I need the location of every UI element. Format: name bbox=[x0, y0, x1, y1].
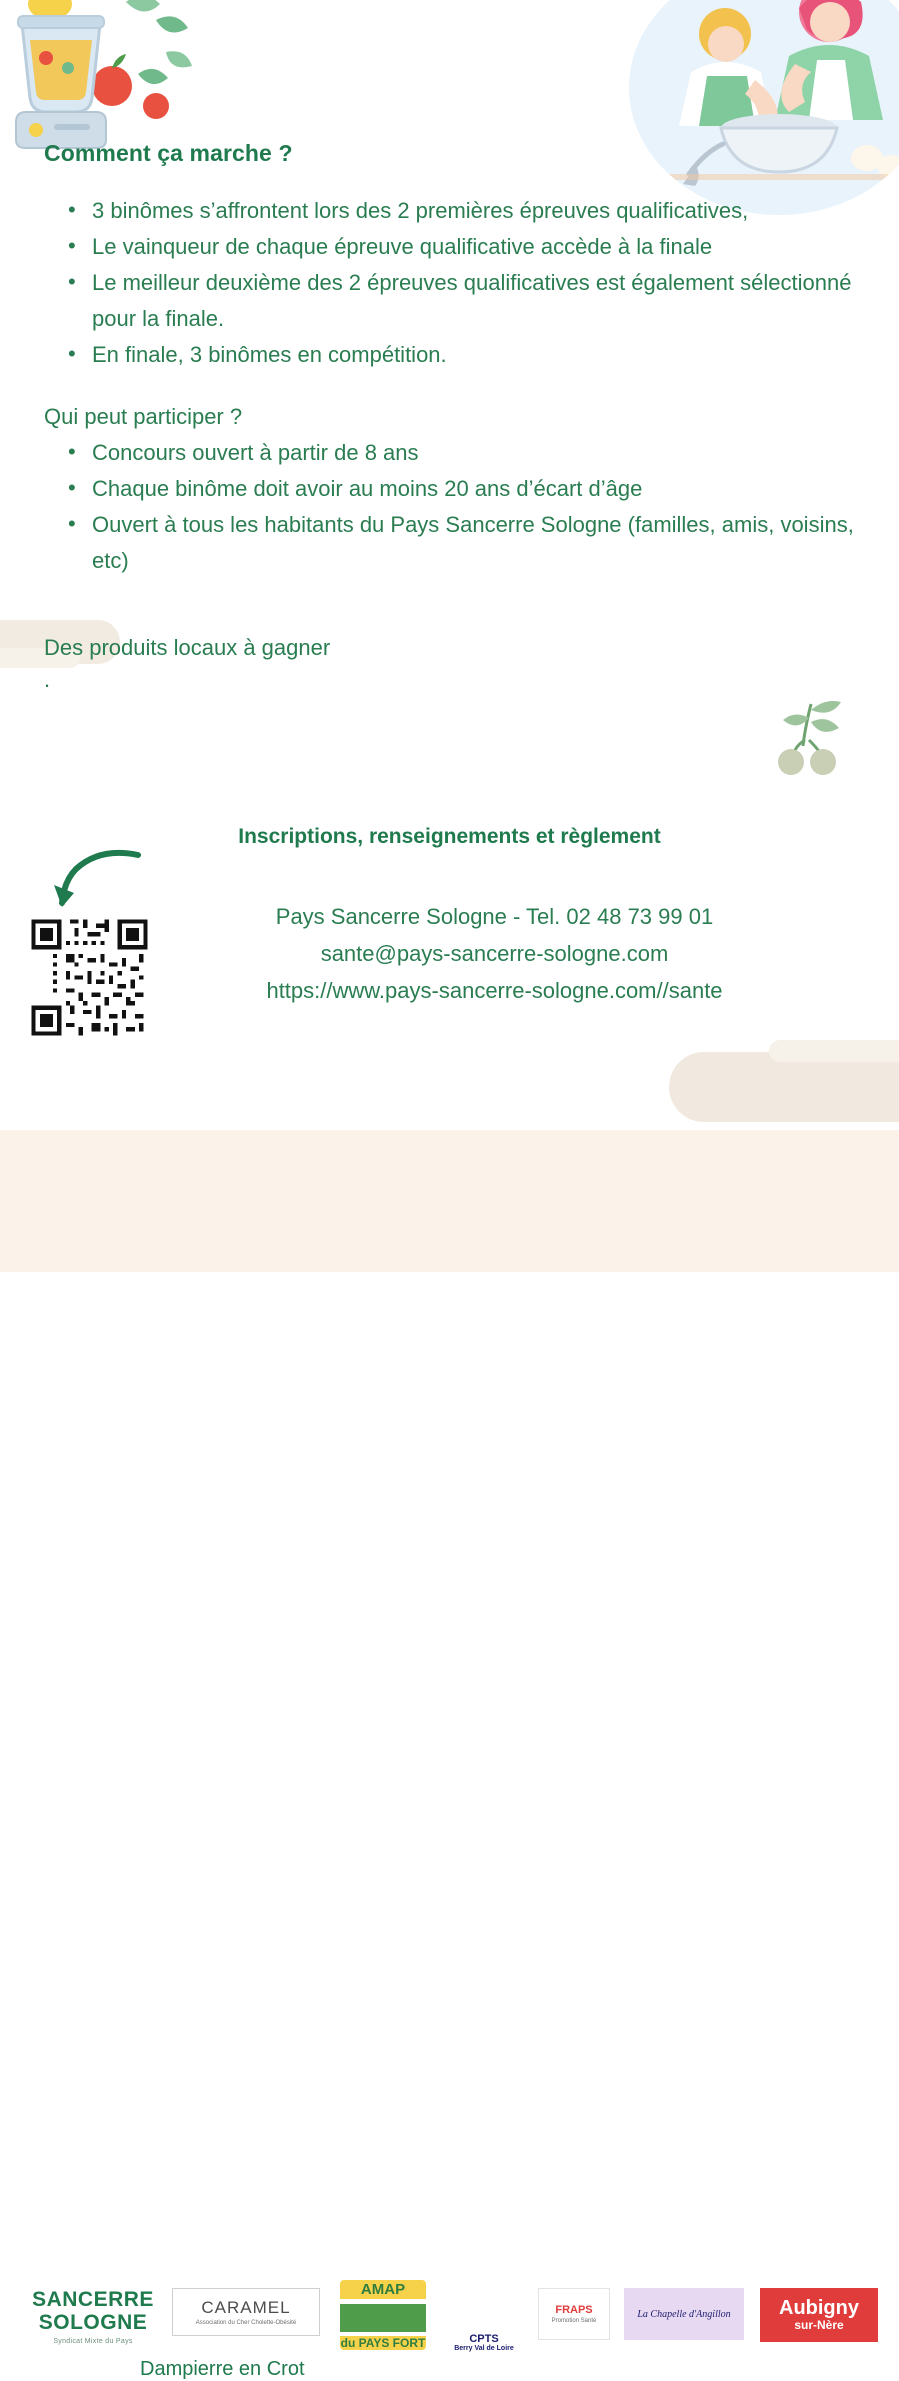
logo-cpts-subtitle: Berry Val de Loire bbox=[454, 2345, 514, 2352]
logo-amap-du-pays-fort bbox=[340, 2280, 426, 2350]
logo-aubigny-line1: Aubigny bbox=[779, 2297, 859, 2319]
poster-body bbox=[44, 140, 864, 695]
page-title: Comment ça marche ? bbox=[44, 140, 293, 166]
spacer bbox=[44, 605, 864, 631]
blender-illustration bbox=[6, 0, 236, 150]
contact-details bbox=[130, 898, 859, 1009]
logo-caramel-title: CARAMEL bbox=[201, 2298, 291, 2317]
logo-la-chapelle-dangillon bbox=[624, 2288, 744, 2340]
cherry-icon bbox=[765, 700, 857, 778]
trailing-dot: . bbox=[44, 667, 51, 692]
eligibility-list bbox=[44, 435, 864, 579]
logo-amap-subtitle: du PAYS FORT bbox=[340, 2336, 426, 2350]
decorative-swoosh-right bbox=[669, 1052, 899, 1122]
logo-fraps-subtitle: Promotion Santé bbox=[551, 2318, 597, 2324]
logo-caramel bbox=[172, 2288, 320, 2336]
list-item: • Concours ouvert à partir de 8 ans bbox=[92, 435, 864, 471]
logo-amap-vegetables bbox=[340, 2304, 426, 2332]
list-item: • 3 binômes s’affrontent lors des 2 premières épreuves qualificatives, bbox=[92, 193, 864, 229]
decorative-swoosh-right-secondary bbox=[769, 1040, 899, 1062]
arrow-icon bbox=[52, 845, 144, 917]
curved-arrow-icon bbox=[52, 845, 144, 917]
contact-email[interactable]: sante@pays-sancerre-sologne.com bbox=[320, 941, 669, 966]
contact-website[interactable]: https://www.pays-sancerre-sologne.com//sante bbox=[266, 978, 723, 1003]
list-item: • Ouvert à tous les habitants du Pays Sancerre Sologne (familles, amis, voisins, etc) bbox=[92, 507, 864, 579]
logo-sancerre-subtitle: Syndicat Mixte du Pays bbox=[53, 2337, 133, 2345]
logo-sancerre-line2: SOLOGNE bbox=[38, 2310, 148, 2334]
logo-fraps bbox=[538, 2288, 610, 2340]
logo-fraps-title: FRAPS bbox=[555, 2304, 593, 2316]
spacer bbox=[44, 373, 864, 401]
cherries-illustration bbox=[765, 700, 857, 778]
list-item: • Le meilleur deuxième des 2 épreuves qualificatives est également sélectionné pour la finale. bbox=[92, 265, 864, 337]
list-item: • En finale, 3 binômes en compétition. bbox=[92, 337, 864, 373]
list-item: • Chaque binôme doit avoir au moins 20 ans d’écart d’âge bbox=[92, 471, 864, 507]
logo-aubigny-sur-nere bbox=[760, 2288, 878, 2342]
logo-chapelle-text: La Chapelle d'Angillon bbox=[637, 2308, 731, 2320]
qr-code-icon[interactable] bbox=[25, 915, 154, 1040]
logo-amap-title: AMAP bbox=[340, 2280, 426, 2299]
list-item: • Le vainqueur de chaque épreuve qualificative accède à la finale bbox=[92, 229, 864, 265]
partner-logos bbox=[0, 1130, 899, 2380]
logo-sancerre-line1: SANCERRE bbox=[32, 2287, 154, 2311]
eligibility-heading: Qui peut participer ? bbox=[44, 404, 243, 429]
contact-phone: Pays Sancerre Sologne - Tel. 02 48 73 99 01 bbox=[275, 904, 714, 929]
blender-icon bbox=[6, 0, 236, 155]
qr-code[interactable] bbox=[25, 915, 154, 1040]
contact-heading: Inscriptions, renseignements et règlement bbox=[238, 825, 661, 848]
logo-cpts-berry-val-de-loire bbox=[444, 2282, 524, 2354]
logo-cpts-title: CPTS bbox=[469, 2333, 499, 2345]
rules-list bbox=[44, 193, 864, 373]
logo-aubigny-line2: sur-Nère bbox=[794, 2318, 844, 2332]
prizes-text: Des produits locaux à gagner bbox=[44, 635, 331, 660]
logo-dampierre-en-crot: Dampierre en Crot bbox=[140, 2358, 305, 2380]
logo-caramel-subtitle: Association du Cher Cholette-Obésité bbox=[195, 2320, 297, 2326]
logo-pays-sancerre-sologne bbox=[18, 2278, 168, 2354]
spacer bbox=[44, 579, 864, 605]
